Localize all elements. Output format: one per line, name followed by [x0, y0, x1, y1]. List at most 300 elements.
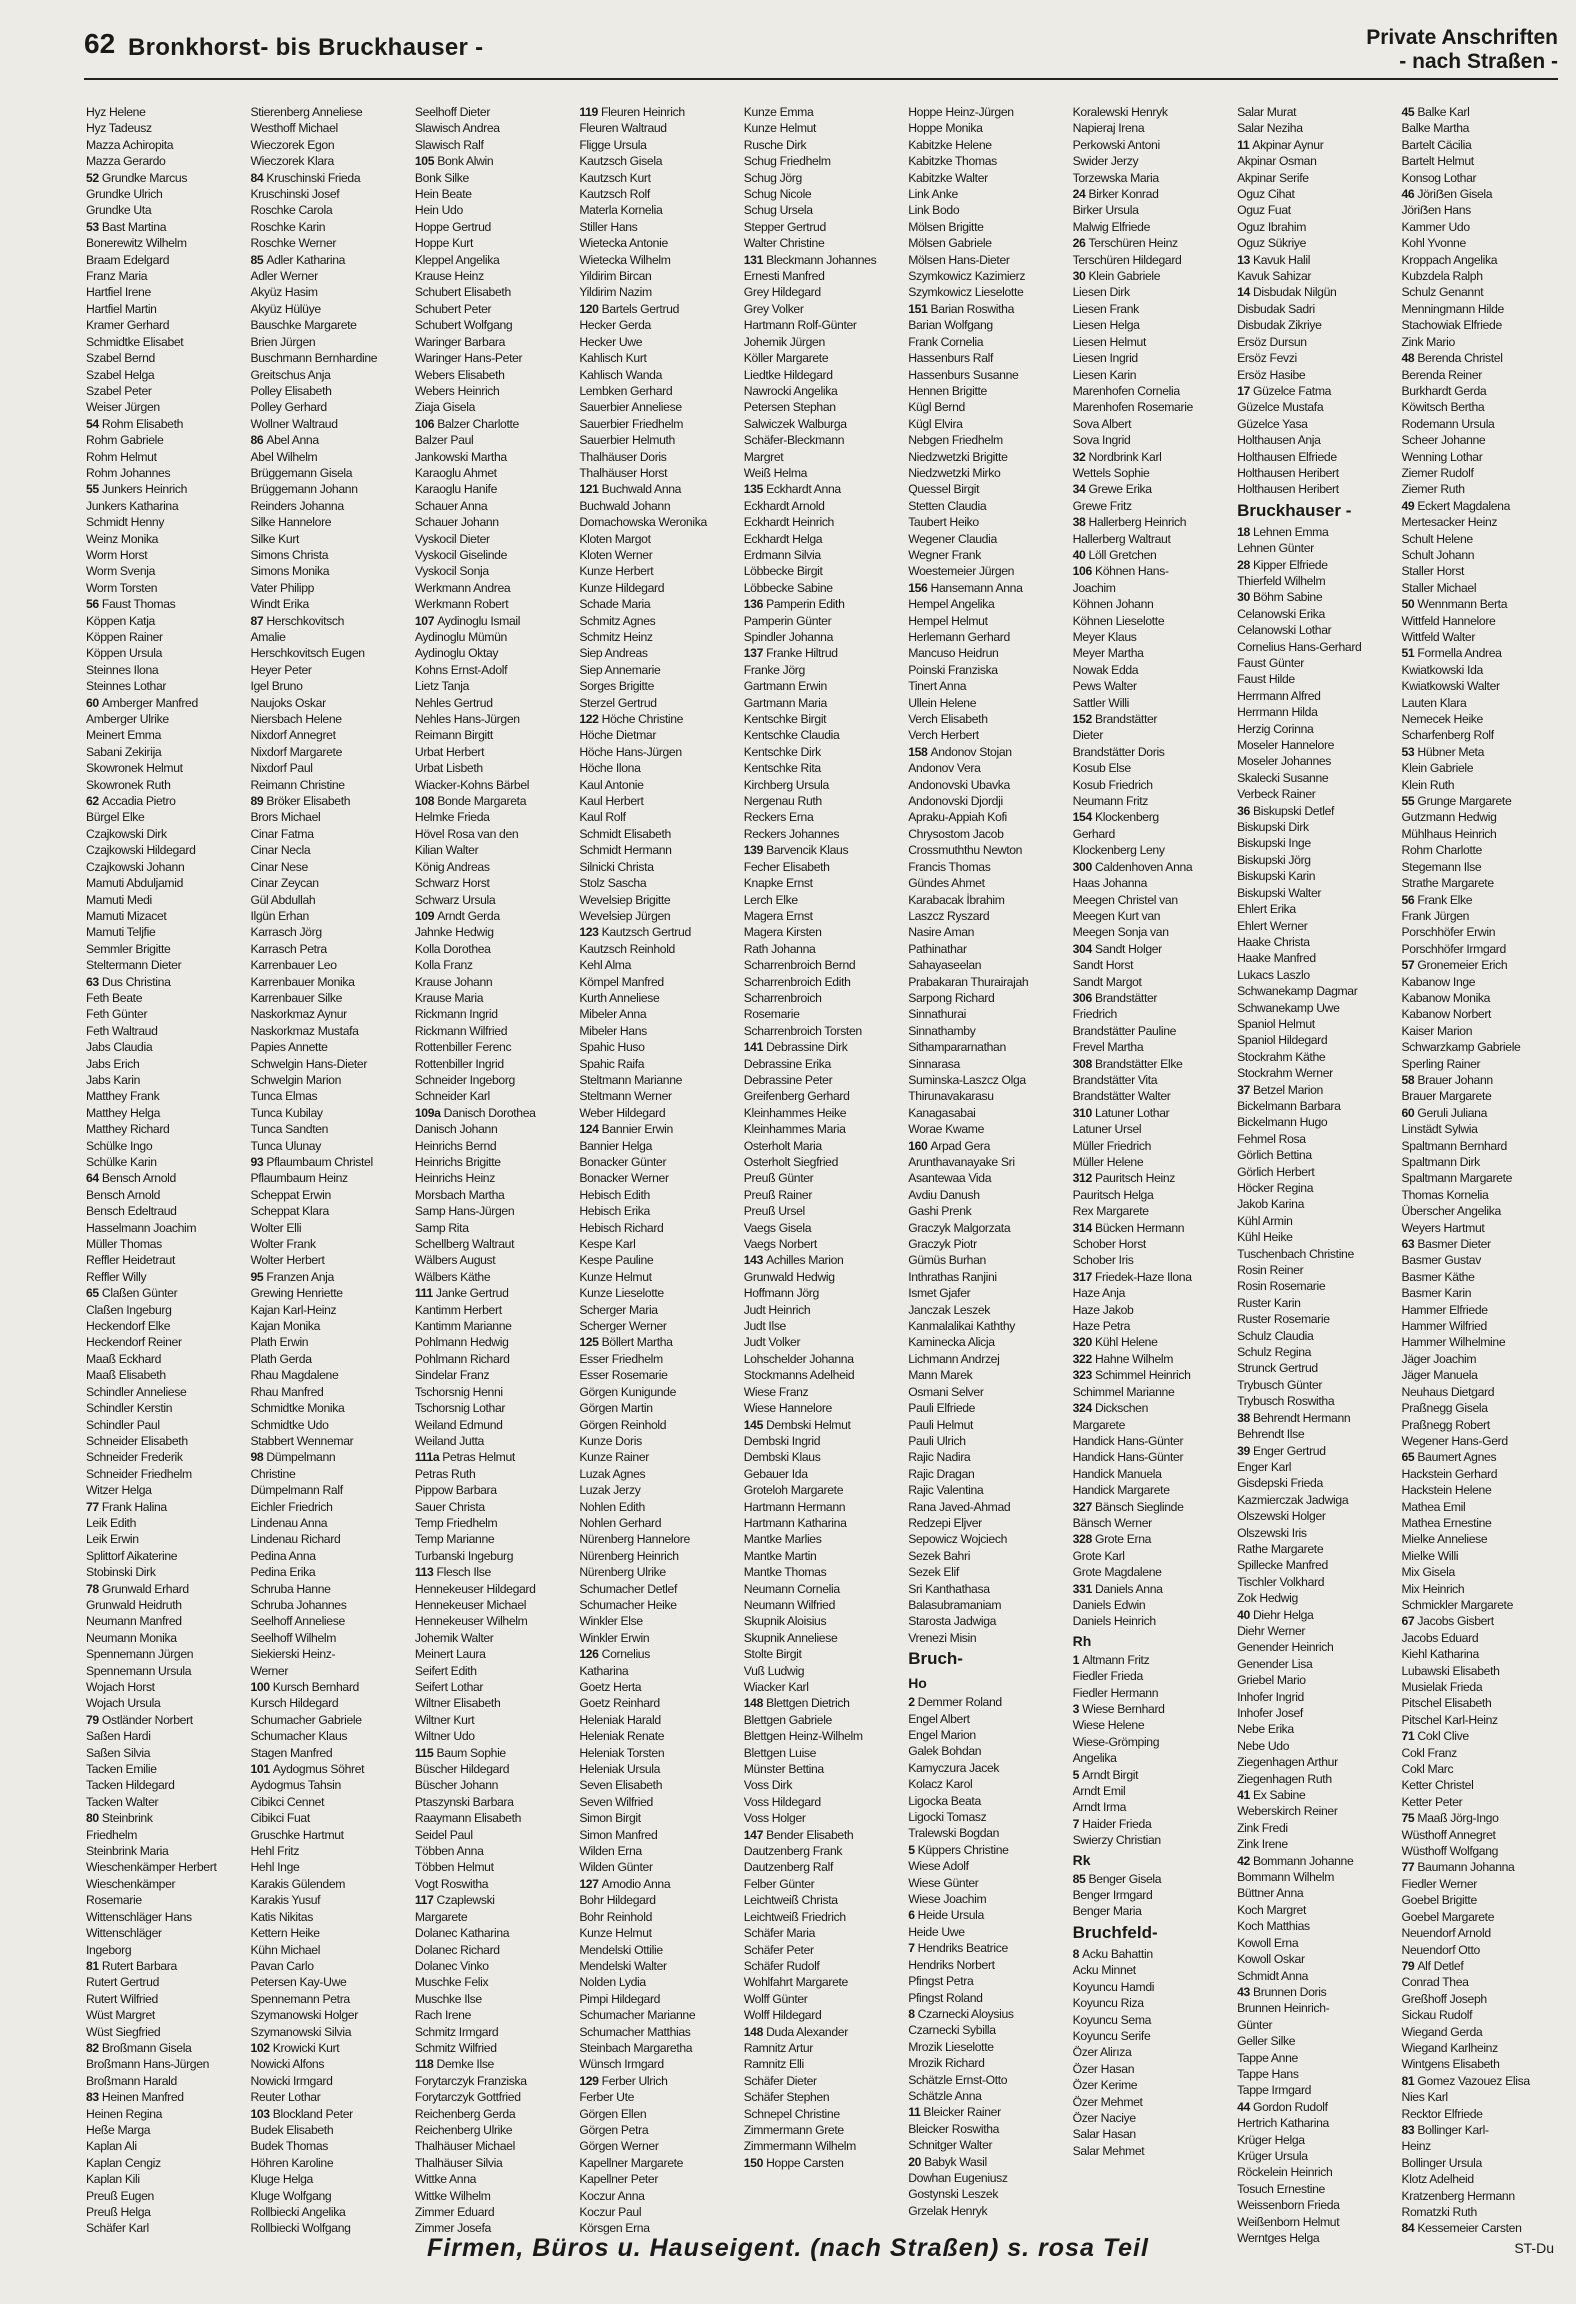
directory-entry: Tacken Walter: [86, 1794, 159, 1809]
directory-entry: 60 Amberger Manfred: [86, 695, 198, 710]
directory-entry: Bartelt Cäcilia: [1401, 137, 1472, 152]
directory-entry: Bürgel Elke: [86, 810, 145, 825]
directory-entry: Wietecka Antonie: [579, 236, 668, 251]
directory-entry: Simons Monika: [250, 564, 330, 579]
directory-entry: Karakis Gülendem: [250, 1876, 346, 1891]
directory-entry: Neuendorf Otto: [1401, 1942, 1480, 1957]
directory-entry: 20 Babyk Wasil: [908, 2154, 987, 2169]
directory-entry: Kramer Gerhard: [86, 318, 170, 333]
directory-entry: Stabbert Wennemar: [250, 1433, 354, 1448]
directory-entry: Akpinar Serife: [1237, 170, 1309, 185]
directory-entry: Felber Günter: [743, 1876, 815, 1891]
directory-entry: Mibeler Hans: [579, 1023, 647, 1038]
directory-entry: Lehnen Günter: [1237, 541, 1314, 556]
directory-entry: Pedina Erika: [250, 1565, 316, 1580]
directory-entry: Skalecki Susanne: [1237, 770, 1329, 785]
directory-entry: Vaegs Gisela: [743, 1220, 812, 1235]
directory-entry: Mrozik Lieselotte: [908, 2039, 994, 2054]
directory-entry: Hebisch Erika: [579, 1204, 650, 1219]
directory-entry: Nixdorf Margarete: [250, 744, 343, 759]
directory-entry: Schwelgin Marion: [250, 1072, 342, 1087]
directory-entry: Büscher Johann: [414, 1778, 499, 1793]
directory-entry: Kaul Antonie: [579, 777, 644, 792]
directory-entry: 85 Adler Katharina: [250, 252, 346, 267]
directory-entry: 108 Bonde Margareta: [414, 794, 527, 809]
directory-entry: Hempel Helmut: [908, 613, 988, 628]
directory-entry: Spennemann Petra: [250, 1991, 350, 2006]
directory-entry: 113 Flesch Ilse: [414, 1565, 491, 1580]
directory-entry: Winkler Else: [579, 1614, 643, 1629]
directory-entry: Wojach Ursula: [86, 1696, 161, 1711]
directory-entry: Weißenborn Helmut: [1237, 2214, 1340, 2229]
directory-entry: Wälbers Käthe: [414, 1269, 491, 1284]
directory-entry: Seelhoff Wilhelm: [250, 1630, 337, 1645]
directory-entry: Sahayaseelan: [908, 958, 982, 973]
directory-entry: Neumann Manfred: [86, 1614, 182, 1629]
directory-entry: Müller Friedrich: [1072, 1138, 1151, 1153]
directory-entry: Sova Ingrid: [1072, 433, 1131, 448]
directory-entry: Thalhäuser Horst: [579, 465, 668, 480]
directory-entry: Goetz Herta: [579, 1680, 642, 1694]
directory-entry: Hartfiel Martin: [86, 301, 157, 316]
directory-entry: Basmer Karin: [1401, 1286, 1472, 1301]
directory-entry: Mix Heinrich: [1401, 1581, 1465, 1596]
directory-entry: Verch Elisabeth: [908, 712, 988, 727]
directory-entry: Bickelmann Barbara: [1237, 1098, 1341, 1113]
directory-entry: Frank Cornelia: [908, 334, 984, 349]
directory-entry: Seelhoff Anneliese: [250, 1614, 345, 1629]
directory-entry: Meyer Martha: [1072, 646, 1144, 661]
directory-entry: 42 Bommann Johanne: [1237, 1853, 1354, 1868]
directory-entry: Musielak Frieda: [1401, 1680, 1483, 1694]
directory-entry: Czajkowski Johann: [86, 859, 185, 874]
directory-entry: Wiltner Kurt: [414, 1712, 475, 1727]
directory-entry: Gisdepski Frieda: [1237, 1476, 1323, 1491]
directory-entry: Mazza Gerardo: [86, 154, 166, 169]
directory-entry: Ehlert Erika: [1237, 902, 1296, 917]
directory-entry: Heinrichs Bernd: [414, 1138, 497, 1153]
directory-entry: Rosin Reiner: [1237, 1263, 1304, 1278]
directory-entry: Schubert Elisabeth: [414, 285, 511, 300]
directory-entry: Staller Michael: [1401, 580, 1477, 595]
directory-entry: Wittfeld Walter: [1401, 630, 1476, 644]
directory-entry: Grewe Fritz: [1072, 498, 1132, 513]
directory-entry: Forytarczyk Gottfried: [414, 2090, 521, 2105]
directory-entry: Domachowska Weronika: [579, 515, 707, 530]
directory-entry: Jakob Karina: [1237, 1197, 1304, 1212]
directory-entry: Spahic Raifa: [579, 1056, 645, 1071]
directory-entry: Geller Silke: [1237, 2034, 1296, 2049]
directory-entry: Claßen Ingeburg: [86, 1302, 172, 1317]
directory-entry: Schneider Karl: [414, 1089, 490, 1104]
street-subheading: Rk: [1072, 1851, 1091, 1868]
directory-entry: 143 Achilles Marion: [743, 1253, 844, 1268]
page-number: 62: [84, 28, 116, 59]
directory-entry: Tunca Kubilay: [250, 1105, 323, 1120]
directory-entry: Nürenberg Hannelore: [579, 1532, 690, 1547]
directory-entry: Pitschel Karl-Heinz: [1401, 1712, 1498, 1727]
directory-entry: 124 Bannier Erwin: [579, 1122, 673, 1137]
directory-entry: Gostynski Leszek: [908, 2187, 999, 2202]
directory-entry: Pfingst Petra: [908, 1974, 974, 1989]
directory-entry: Inthrathas Ranjini: [908, 1269, 997, 1284]
directory-entry: Preuß Helga: [86, 2205, 151, 2219]
directory-entry: Mamuti Abduljamid: [86, 876, 184, 891]
directory-entry: Höche Dietmar: [579, 728, 657, 743]
directory-entry: Nies Karl: [1401, 2090, 1448, 2105]
directory-entry: Kanagasabai: [908, 1105, 976, 1120]
directory-entry: 81 Rutert Barbara: [86, 1958, 177, 1973]
directory-entry: Heinrichs Heinz: [414, 1171, 495, 1186]
directory-entry: Mathea Emil: [1401, 1499, 1466, 1514]
directory-entry: 304 Sandt Holger: [1072, 941, 1162, 956]
directory-entry: Sri Kanthathasa: [908, 1581, 990, 1596]
directory-entry: Werntges Helga: [1237, 2231, 1320, 2245]
directory-entry: Leik Edith: [86, 1515, 137, 1530]
directory-entry: 152 Brandstätter: [1072, 712, 1158, 727]
directory-entry: Oguz Sükriye: [1237, 236, 1307, 251]
directory-entry: Wiese-Grömping: [1072, 1734, 1160, 1749]
directory-entry: Link Bodo: [908, 203, 960, 218]
directory-entry: Cokl Marc: [1401, 1762, 1454, 1777]
directory-entry: Czajkowski Hildegard: [86, 843, 196, 858]
directory-entry: Bommann Wilhelm: [1237, 1870, 1335, 1885]
directory-entry: Kaplan Kili: [86, 2172, 140, 2187]
directory-entry: Rutert Gertrud: [86, 1975, 159, 1990]
directory-entry: Wieschenkämper Herbert: [86, 1860, 217, 1875]
directory-entry: Cinar Necla: [250, 843, 311, 858]
directory-entry: Biskupski Walter: [1237, 885, 1322, 900]
directory-entry: Nasire Aman: [908, 925, 975, 940]
directory-entry: Saßen Silvia: [86, 1745, 151, 1760]
directory-entry: Wilden Erna: [579, 1844, 642, 1859]
directory-entry: Koch Margret: [1237, 1902, 1307, 1917]
directory-entry: Brien Jürgen: [250, 334, 316, 349]
directory-entry: Braam Edelgard: [86, 252, 170, 267]
directory-entry: Wieczorek Klara: [250, 154, 334, 169]
directory-entry: Wüsthoff Wolfgang: [1401, 1844, 1499, 1859]
directory-entry: Polley Elisabeth: [250, 383, 332, 398]
directory-entry: Porschhöfer Erwin: [1401, 925, 1496, 940]
directory-entry: Bonerewitz Wilhelm: [86, 236, 187, 251]
directory-entry: Sorges Brigitte: [579, 679, 654, 694]
directory-entry: Seelhoff Dieter: [414, 105, 491, 119]
directory-entry: Terschüren Hildegard: [1072, 252, 1182, 267]
directory-entry: 327 Bänsch Sieglinde: [1072, 1499, 1184, 1514]
directory-entry: Worm Torsten: [86, 580, 158, 595]
directory-entry: Heide Uwe: [908, 1924, 965, 1939]
directory-entry: Stolz Sascha: [579, 876, 647, 891]
directory-entry: Greitschus Anja: [250, 367, 331, 382]
section-label: [1366, 26, 1558, 74]
directory-entry: Zink Fredi: [1237, 1820, 1288, 1835]
directory-entry: Weiser Jürgen: [86, 400, 160, 415]
directory-entry: Eckhardt Arnold: [743, 498, 825, 513]
directory-entry: Ligocki Tomasz: [908, 1810, 987, 1825]
directory-entry: 115 Baum Sophie: [414, 1745, 506, 1760]
directory-columns: [86, 104, 1558, 2245]
directory-entry: Bleicker Roswitha: [908, 2121, 1000, 2136]
directory-entry: Meegen Sonja van: [1072, 925, 1169, 940]
directory-entry: Nergenau Ruth: [743, 794, 822, 809]
directory-entry: Bollinger Ursula: [1401, 2155, 1482, 2170]
page-header: [84, 24, 1558, 80]
directory-entry: 158 Andonov Stojan: [908, 744, 1012, 759]
directory-entry: Sandt Margot: [1072, 974, 1142, 989]
directory-entry: Sinnathamby: [908, 1023, 976, 1038]
directory-entry: Szabel Helga: [86, 367, 155, 382]
directory-entry: 103 Blockland Peter: [250, 2106, 353, 2121]
directory-entry: Verbeck Rainer: [1237, 787, 1316, 802]
directory-entry: Witzer Helga: [86, 1483, 152, 1498]
directory-entry: Schnepel Christine: [743, 2106, 840, 2121]
directory-entry: Tschorsnig Henni: [414, 1384, 503, 1399]
directory-entry: 34 Grewe Erika: [1072, 482, 1152, 497]
directory-entry: Diehr Werner: [1237, 1623, 1306, 1638]
directory-entry: Tosuch Ernestine: [1237, 2181, 1325, 2196]
directory-entry: Frevel Martha: [1072, 1040, 1144, 1055]
directory-entry: Kabanow Monika: [1401, 990, 1491, 1005]
directory-entry: 7 Haider Frieda: [1072, 1816, 1152, 1831]
directory-entry: Többen Anna: [414, 1844, 484, 1859]
directory-entry: Zimmermann Grete: [743, 2122, 844, 2137]
directory-entry: Rach Irene: [414, 2008, 471, 2023]
directory-entry: Siekierski Heinz-: [250, 1647, 336, 1662]
directory-entry: 8 Czarnecki Aloysius: [908, 2006, 1014, 2021]
directory-entry: Hasselmann Joachim: [86, 1220, 197, 1235]
directory-entry: Blettgen Heinz-Wilhelm: [743, 1729, 863, 1744]
directory-entry: 324 Dickschen: [1072, 1401, 1149, 1416]
directory-entry: Sithampararnathan: [908, 1040, 1006, 1055]
directory-entry: Hehl Fritz: [250, 1844, 300, 1859]
directory-entry: Görgen Werner: [579, 2139, 659, 2154]
directory-entry: Görlich Bettina: [1237, 1148, 1312, 1163]
directory-entry: Sauerbier Helmuth: [579, 433, 675, 448]
directory-entry: Holthausen Heribert: [1237, 465, 1339, 480]
directory-entry: Jäger Manuela: [1401, 1368, 1478, 1383]
directory-entry: Mix Gisela: [1401, 1565, 1455, 1580]
directory-entry: Reckers Johannes: [743, 826, 840, 841]
directory-entry: Turbanski Ingeburg: [414, 1548, 514, 1563]
directory-entry: Skowronek Ruth: [86, 777, 171, 792]
directory-entry: Wollner Waltraud: [250, 416, 338, 431]
directory-entry: Bensch Edeltraud: [86, 1204, 177, 1219]
directory-entry: Zimmer Eduard: [414, 2205, 495, 2219]
directory-entry: Graczyk Piotr: [908, 1237, 977, 1252]
directory-entry: Kunze Hildegard: [579, 580, 665, 595]
directory-entry: Tinert Anna: [908, 679, 967, 694]
directory-entry: Erdmann Silvia: [743, 547, 821, 562]
directory-column: [414, 104, 571, 2236]
directory-entry: Porschhöfer Irmgard: [1401, 941, 1506, 956]
directory-entry: Kaul Rolf: [579, 810, 626, 825]
directory-entry: Gartmann Erwin: [743, 679, 827, 694]
directory-entry: Trybusch Günter: [1237, 1377, 1323, 1392]
directory-entry: Feth Beate: [86, 990, 143, 1005]
directory-entry: Steinbrink Maria: [86, 1844, 169, 1859]
directory-entry: 145 Dembski Helmut: [743, 1417, 851, 1432]
directory-entry: 77 Baumann Johanna: [1401, 1860, 1515, 1875]
directory-entry: Disbudak Sadri: [1237, 301, 1315, 316]
directory-entry: Rottenbiller Ferenc: [414, 1040, 512, 1055]
directory-entry: Nowicki Alfons: [250, 2057, 325, 2072]
directory-entry: Neuendorf Arnold: [1401, 1926, 1491, 1941]
directory-entry: Lindenau Richard: [250, 1532, 341, 1547]
directory-entry: Margret: [743, 449, 784, 464]
directory-entry: Reimann Birgitt: [414, 728, 493, 743]
directory-entry: Ramnitz Elli: [743, 2057, 804, 2072]
directory-entry: Schauer Johann: [414, 515, 499, 530]
directory-entry: Köhnen Johann: [1072, 597, 1154, 612]
directory-entry: Heleniak Ursula: [579, 1762, 661, 1777]
directory-entry: 87 Herschkovitsch: [250, 613, 345, 628]
directory-entry: Kabitzke Thomas: [908, 154, 997, 169]
directory-entry: Biskupski Karin: [1237, 869, 1316, 884]
directory-entry: 83 Bollinger Karl-: [1401, 2122, 1489, 2137]
directory-entry: Grunwald Hedwig: [743, 1269, 835, 1284]
directory-entry: 89 Bröker Elisabeth: [250, 794, 351, 809]
directory-entry: Wiltner Udo: [414, 1729, 475, 1744]
directory-entry: Rickmann Wilfried: [414, 1023, 508, 1038]
directory-entry: Schug Nicole: [743, 187, 812, 202]
directory-entry: Pohlmann Richard: [414, 1351, 510, 1366]
directory-entry: Özer Hasan: [1072, 2061, 1135, 2076]
directory-entry: Sauerbier Friedhelm: [579, 416, 684, 431]
directory-entry: 1 Altmann Fritz: [1072, 1652, 1150, 1667]
directory-entry: Sickau Rudolf: [1401, 2008, 1473, 2023]
directory-entry: Dembski Klaus: [743, 1450, 821, 1465]
directory-entry: Balke Martha: [1401, 121, 1470, 136]
directory-entry: Moseler Hannelore: [1237, 738, 1335, 753]
directory-entry: Kubzdela Ralph: [1401, 269, 1483, 284]
directory-entry: Oguz Cihat: [1237, 187, 1295, 202]
directory-entry: Vuß Ludwig: [743, 1663, 805, 1678]
directory-entry: Polley Gerhard: [250, 400, 327, 415]
directory-entry: Junkers Katharina: [86, 498, 179, 513]
directory-entry: 58 Brauer Johann: [1401, 1072, 1493, 1087]
directory-entry: Reffler Willy: [86, 1269, 147, 1284]
directory-entry: Wieschenkämper: [86, 1876, 176, 1891]
directory-entry: 320 Kühl Helene: [1072, 1335, 1158, 1350]
directory-entry: Zink Mario: [1401, 334, 1455, 349]
directory-entry: 78 Grunwald Erhard: [86, 1581, 189, 1596]
directory-entry: Goetz Reinhard: [579, 1696, 660, 1711]
directory-entry: Hennekeuser Hildegard: [414, 1581, 536, 1596]
directory-entry: Többen Helmut: [414, 1860, 494, 1875]
directory-entry: Judt Volker: [743, 1335, 801, 1350]
directory-entry: Szabel Bernd: [86, 351, 155, 366]
directory-entry: Faust Hilde: [1237, 672, 1295, 687]
directory-entry: Urbat Herbert: [414, 744, 485, 759]
directory-entry: Schug Friedhelm: [743, 154, 831, 169]
directory-entry: 129 Ferber Ulrich: [579, 2073, 668, 2088]
directory-entry: 44 Gordon Rudolf: [1237, 2099, 1328, 2114]
directory-entry: Tacken Hildegard: [86, 1778, 175, 1793]
directory-entry: Grey Volker: [743, 301, 804, 316]
directory-entry: Lukacs Laszlo: [1237, 967, 1310, 982]
directory-entry: Thalhäuser Michael: [414, 2139, 515, 2154]
directory-entry: Vrenezi Misin: [908, 1630, 977, 1645]
directory-entry: 48 Berenda Christel: [1401, 351, 1503, 366]
directory-entry: 101 Aydogmus Söhret: [250, 1762, 365, 1777]
directory-entry: Kolacz Karol: [908, 1777, 973, 1792]
directory-entry: 328 Grote Erna: [1072, 1532, 1152, 1547]
directory-entry: 84 Kruschinski Frieda: [250, 170, 361, 185]
directory-entry: 53 Bast Martina: [86, 219, 167, 234]
directory-entry: 62 Accadia Pietro: [86, 794, 176, 809]
directory-entry: Petersen Stephan: [743, 400, 836, 415]
directory-column: [250, 104, 406, 2236]
directory-entry: Avdiu Danush: [908, 1187, 980, 1202]
directory-entry: Mathea Ernestine: [1401, 1515, 1492, 1530]
directory-entry: Groteloh Margarete: [743, 1483, 844, 1498]
directory-entry: Höche Ilona: [579, 761, 641, 776]
directory-entry: Hassenburs Ralf: [908, 351, 994, 366]
directory-entry: Worm Horst: [86, 547, 148, 562]
directory-entry: Basmer Gustav: [1401, 1253, 1481, 1268]
directory-entry: 38 Behrendt Hermann: [1237, 1410, 1351, 1425]
directory-entry: Katis Nikitas: [250, 1909, 313, 1924]
directory-entry: Weyers Hartmut: [1401, 1220, 1485, 1235]
directory-entry: Lindenau Anna: [250, 1515, 328, 1530]
directory-entry: Hehl Inge: [250, 1860, 300, 1875]
directory-entry: Budek Thomas: [250, 2139, 328, 2154]
section-label-line2: - nach Straßen -: [1399, 50, 1558, 73]
directory-entry: Scharrenbroich Bernd: [743, 958, 856, 973]
directory-entry: Swider Jerzy: [1072, 154, 1139, 169]
directory-entry: Graczyk Malgorzata: [908, 1220, 1011, 1235]
directory-entry: Helmke Frieda: [414, 810, 490, 825]
directory-entry: Schulz Claudia: [1237, 1328, 1314, 1343]
directory-entry: Papies Annette: [250, 1040, 328, 1055]
directory-entry: Jabs Erich: [86, 1056, 140, 1071]
directory-entry: Ernesti Manfred: [743, 269, 825, 284]
directory-entry: 79 Ostländer Norbert: [86, 1712, 193, 1727]
directory-entry: Liesen Karin: [1072, 367, 1137, 382]
directory-entry: Jabs Claudia: [86, 1040, 153, 1055]
directory-entry: Yildirim Nazim: [579, 285, 652, 300]
directory-entry: Mertesacker Heinz: [1401, 515, 1498, 530]
directory-entry: Schindler Paul: [86, 1417, 160, 1432]
directory-entry: 139 Barvencik Klaus: [743, 843, 849, 858]
directory-entry: 141 Debrassine Dirk: [743, 1040, 848, 1055]
directory-entry: Asantewaa Vida: [908, 1171, 992, 1186]
directory-entry: Mann Marek: [908, 1368, 973, 1383]
directory-entry: Kügl Elvira: [908, 416, 963, 431]
directory-entry: Kurth Anneliese: [579, 990, 660, 1005]
directory-entry: Jäger Joachim: [1401, 1351, 1477, 1366]
directory-entry: Schumacher Matthias: [579, 2024, 691, 2039]
directory-entry: Wüst Margret: [86, 2008, 155, 2023]
directory-entry: Kunze Helmut: [579, 1926, 652, 1941]
directory-entry: 105 Bonk Alwin: [414, 154, 494, 169]
directory-entry: Gül Abdullah: [250, 892, 316, 907]
directory-entry: 314 Bücken Hermann: [1072, 1220, 1185, 1235]
directory-entry: 56 Faust Thomas: [86, 597, 176, 612]
directory-entry: 111 Janke Gertrud: [414, 1286, 509, 1301]
directory-entry: Brüggemann Johann: [250, 482, 358, 497]
directory-entry: Schmidt Anna: [1237, 1968, 1309, 1983]
directory-entry: 317 Friedek-Haze Ilona: [1072, 1269, 1192, 1284]
directory-entry: Schätzle Anna: [908, 2088, 982, 2103]
directory-entry: 8 Acku Bahattin: [1072, 1946, 1153, 1961]
directory-entry: Kömpel Manfred: [579, 974, 664, 989]
directory-entry: Wolff Günter: [743, 1991, 808, 2006]
directory-entry: Weiland Jutta: [414, 1433, 484, 1448]
directory-entry: Rohm Helmut: [86, 449, 157, 464]
directory-entry: Gashi Prenk: [908, 1204, 972, 1219]
directory-entry: Praßnegg Gisela: [1401, 1401, 1488, 1416]
